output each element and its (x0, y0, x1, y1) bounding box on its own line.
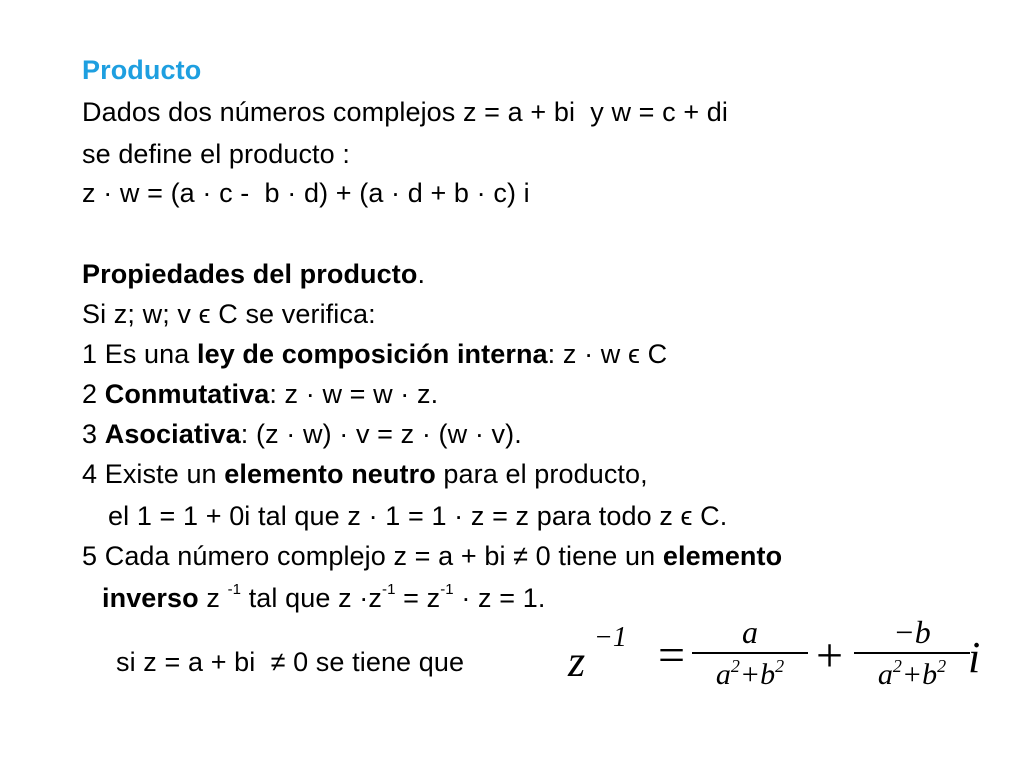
properties-intro: Si z; w; v ϵ C se verifica: (82, 299, 376, 329)
property-2-text: : z · w = w · z. (269, 379, 439, 409)
exponent-minus-one: -1 (381, 581, 396, 598)
den-a: a (715, 658, 731, 691)
property-3 (82, 418, 522, 450)
property-5-prefix: 5 Cada número complejo z = a + bi ≠ 0 tiene un (82, 541, 663, 571)
property-5-text-d: · z = 1. (453, 583, 546, 613)
formula-lhs-exponent: −1 (594, 622, 627, 653)
den-b-exp: 2 (937, 656, 947, 676)
product-formula: z · w = (a · c - b · d) + (a · d + b · c) i (82, 178, 530, 208)
den-plus: + (901, 658, 923, 691)
property-1-name: ley de composición interna (196, 339, 548, 369)
definition-line-2: se define el producto : (82, 139, 350, 169)
property-3-name: Asociativa (104, 419, 241, 449)
formula-equals: = (658, 629, 686, 682)
properties-heading-text: Propiedades del producto (82, 259, 418, 289)
fraction-imag-denominator (852, 654, 972, 694)
fraction-real-numerator: a (742, 614, 758, 650)
inverse-formula (562, 610, 992, 700)
formula-imaginary-unit: i (968, 633, 981, 682)
property-4-text: para el producto, (435, 459, 648, 489)
formula-fraction-real (690, 612, 810, 694)
property-5 (82, 540, 782, 572)
property-3-text: : (z · w) · v = z · (w · v). (240, 419, 522, 449)
den-b: b (760, 658, 776, 691)
property-1 (82, 338, 667, 370)
den-a: a (877, 658, 893, 691)
slide-title: Producto (82, 55, 202, 85)
property-1-number: 1 Es una (82, 339, 197, 369)
property-4 (82, 458, 648, 490)
property-5-detail (102, 582, 545, 614)
property-2 (82, 378, 438, 410)
property-4-detail: el 1 = 1 + 0i tal que z · 1 = 1 · z = z para todo z ϵ C. (108, 501, 728, 531)
property-5-text-a: z (198, 583, 228, 613)
property-2-name: Conmutativa (104, 379, 270, 409)
property-2-number: 2 (82, 379, 105, 409)
definition-line-1: Dados dos números complejos z = a + bi y w = c + di (82, 97, 729, 127)
property-5-text-b: tal que z ·z (241, 583, 382, 613)
fraction-imag-numerator: −b (893, 614, 931, 650)
den-a-exp: 2 (730, 656, 740, 676)
property-5-name-part1: elemento (662, 541, 783, 571)
exponent-minus-one: -1 (440, 581, 454, 598)
fraction-real-denominator (690, 654, 810, 694)
properties-heading-period: . (417, 259, 426, 289)
formula-lhs: z (568, 637, 586, 686)
formula-plus: + (816, 629, 844, 682)
property-4-name: elemento neutro (224, 459, 436, 489)
exponent-minus-one: -1 (227, 581, 242, 598)
property-5-text-c: = z (395, 583, 441, 613)
den-b: b (922, 658, 938, 691)
formula-fraction-imag (852, 612, 972, 694)
property-4-prefix: 4 Existe un (82, 459, 225, 489)
property-5-name-part2: inverso (102, 583, 199, 613)
den-a-exp: 2 (892, 656, 902, 676)
den-plus: + (739, 658, 761, 691)
den-b-exp: 2 (775, 656, 785, 676)
properties-heading (82, 258, 425, 290)
property-3-number: 3 (82, 419, 105, 449)
property-1-text: : z · w ϵ C (547, 339, 668, 369)
inverse-intro: si z = a + bi ≠ 0 se tiene que (116, 647, 465, 677)
